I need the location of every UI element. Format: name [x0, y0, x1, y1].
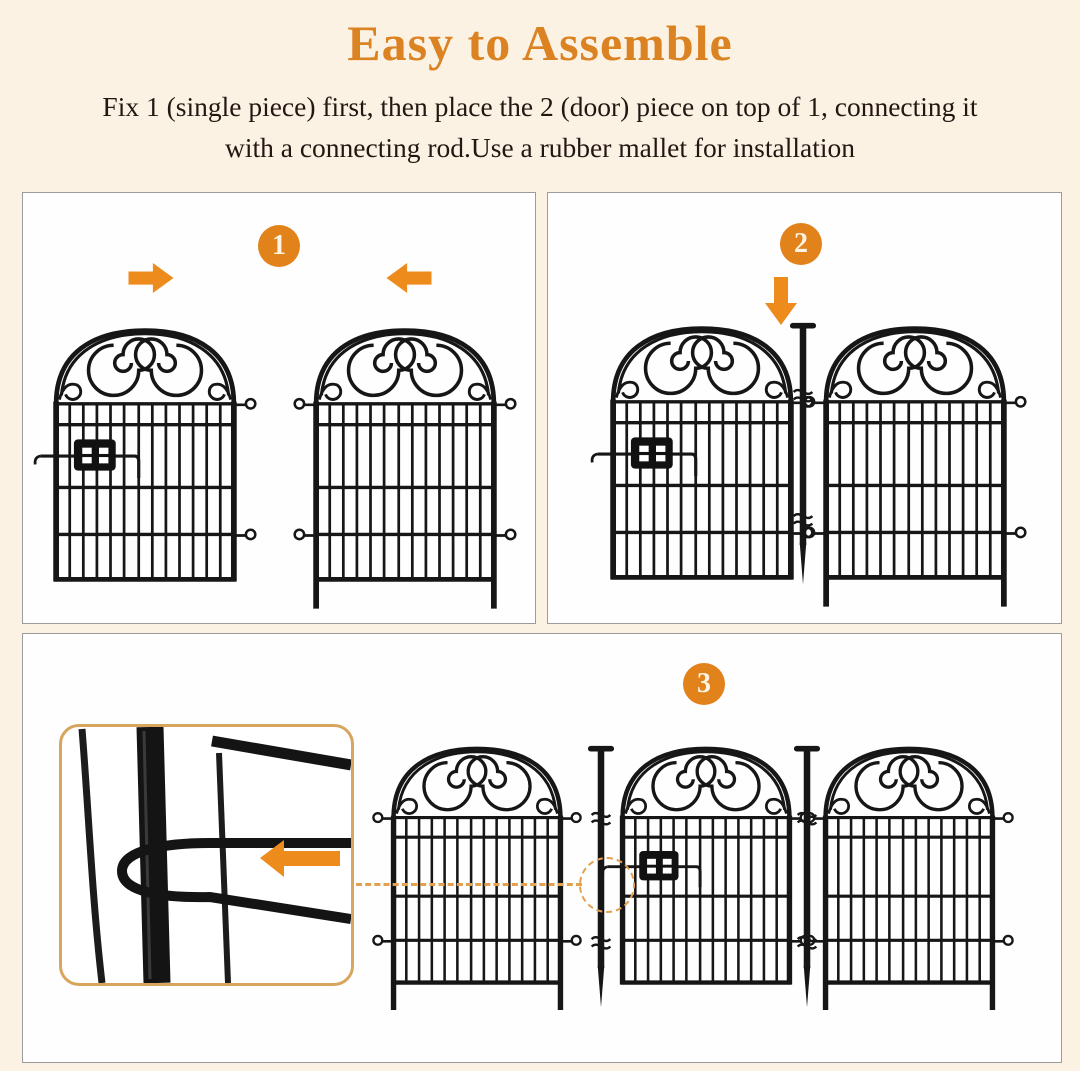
fence-single-piece — [290, 320, 520, 613]
step-2-number: 2 — [794, 228, 808, 259]
arrow-right-icon — [128, 263, 174, 293]
step-1-panel — [22, 192, 536, 624]
fence-single-piece — [800, 318, 1030, 611]
fence-door-piece — [587, 318, 817, 611]
fence-single-piece — [369, 739, 585, 1014]
fence-door-piece — [30, 320, 260, 613]
page-title: Easy to Assemble — [347, 15, 733, 71]
step-3-number: 3 — [697, 668, 711, 699]
arrow-left-icon — [386, 263, 432, 293]
connector-hook-detail-photo — [59, 724, 354, 986]
callout-dashed-line — [356, 883, 582, 886]
instruction-line-1: Fix 1 (single piece) first, then place the 2 (door) piece on top of 1, connecting it — [102, 91, 978, 122]
fence-single-piece — [801, 739, 1017, 1014]
step-2-panel — [547, 192, 1062, 624]
instruction-line-2: with a connecting rod.Use a rubber mallet for installation — [224, 132, 856, 163]
step-3-panel — [22, 633, 1062, 1063]
callout-dashed-circle — [579, 857, 635, 913]
hook-detail-art — [62, 727, 351, 983]
step-number-badge — [780, 223, 822, 265]
step-1-number: 1 — [272, 230, 286, 261]
instruction-text — [0, 86, 1080, 168]
step-number-badge — [258, 225, 300, 267]
step-number-badge — [683, 663, 725, 705]
